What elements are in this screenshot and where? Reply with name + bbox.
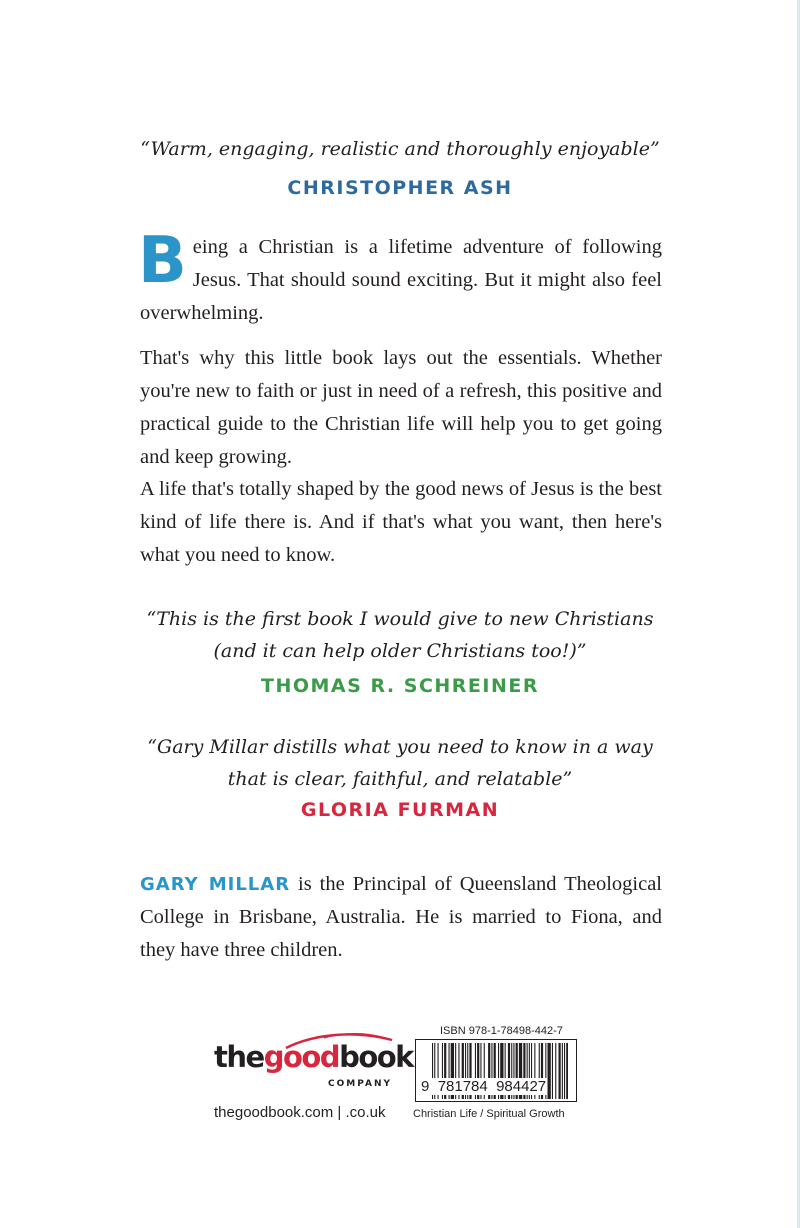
logo-book: book [339,1040,413,1074]
author-bio [140,868,662,967]
barcode-bar [559,1043,561,1099]
barcode-bar [566,1043,568,1099]
barcode-bar [555,1043,556,1099]
logo-wordmark [214,1040,413,1074]
blurb-paragraph-2: That's why this little book lays out the essentials. Whether you're new to faith or just in need of a refresh, this positive and practical guide to the Christian life will help you to get going and keep growing. [140,347,662,468]
quote-line: that is clear, faithful, and relatable” [227,768,573,790]
quote-line: “This is the first book I would give to new Christians [146,608,654,630]
author-name: GARY MILLAR [140,874,291,895]
barcode-bar [552,1043,553,1099]
book-category: Christian Life / Spiritual Growth [413,1108,565,1120]
quote-author-gloria-furman: GLORIA FURMAN [300,799,500,821]
blurb-block-2 [140,342,662,474]
barcode-digits [420,1078,547,1095]
logo-company: COMPANY [328,1079,392,1089]
barcode-bar [562,1043,563,1099]
blurb-paragraph-3: A life that's totally shaped by the good news of Jesus is the best kind of life there is. And if that's what you want, then here's what you need to know. [140,478,662,566]
logo-the: the [214,1040,264,1074]
drop-cap: B [138,224,187,298]
publisher-logo [214,1030,413,1100]
author-bio-text: is the Principal of Queensland Theological College in Brisbane, Australia. He is married to Fiona, and they have three children. [140,873,662,961]
quote-line: (and it can help older Christians too!)” [213,640,587,662]
publisher-website: thegoodbook.com | .co.uk [214,1104,386,1121]
blurb-paragraph-1 [138,224,662,330]
blurb-paragraph-1-text: eing a Christian is a lifetime adventure of following Jesus. That should sound exciting. But it might also feel overwhelming. [140,236,662,324]
barcode-digits-left: 781784 [437,1078,488,1095]
barcode-bar [548,1043,551,1099]
isbn-number: ISBN 978-1-78498-442-7 [440,1025,563,1037]
barcode-digits-right: 984427 [496,1078,547,1095]
quote-author-thomas-schreiner: THOMAS R. SCHREINER [261,675,539,697]
quote-line: “Warm, engaging, realistic and thoroughly enjoyable” [140,138,660,160]
barcode-digit-first: 9 [421,1078,430,1095]
logo-good: good [263,1040,340,1074]
quote-author-christopher-ash: CHRISTOPHER ASH [287,177,513,199]
quote-thomas-schreiner [140,603,660,667]
blurb [138,224,662,330]
quote-gloria-furman [140,731,660,795]
blurb-block-3 [140,473,662,572]
barcode-bar [564,1043,565,1099]
quote-christopher-ash [140,133,660,165]
quote-line: “Gary Millar distills what you need to know in a way [147,736,653,758]
